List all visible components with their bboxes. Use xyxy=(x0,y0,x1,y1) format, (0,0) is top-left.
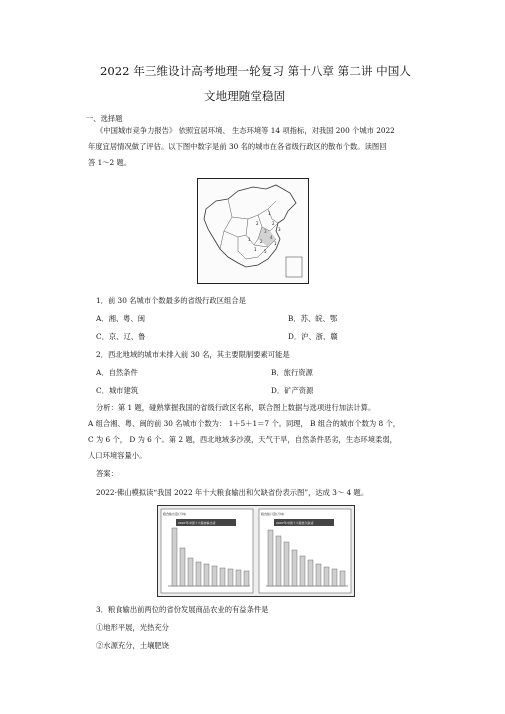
q2-option-b: B．旅行资源 xyxy=(271,368,313,377)
source-line: 2022·佛山模拟读“我国 2022 年十大粮食输出和欠缺省份表示图”，达成 3～ 4 题。 xyxy=(96,488,369,497)
q2-option-a: A．自然条件 xyxy=(96,368,138,377)
analysis-line: 分析：第 1 题，碰熟掌握我国的省级行政区名称，联合图上数据与选项进行加法计算。 xyxy=(96,403,376,412)
page-title-line1: 2022 年三维设计高考地理一轮复习 第十八章 第二讲 中国人 xyxy=(100,64,411,78)
intro-line: 年度宜居情况做了评估。以下图中数字是前 30 名的城市在各省级行政区的散布个数。读图回 xyxy=(88,142,387,151)
svg-text:4: 4 xyxy=(270,235,273,240)
svg-text:1: 1 xyxy=(254,247,257,252)
question-3-stem: 3．粮食输出前两位的省份发展商品农业的有益条件是 xyxy=(96,605,269,614)
svg-text:3: 3 xyxy=(264,229,267,234)
svg-text:1: 1 xyxy=(268,211,271,216)
page-title-line2: 文地理随堂稳固 xyxy=(204,89,286,103)
left-chart-title: 2007年中国十大粮食输出省 xyxy=(178,521,216,525)
right-chart-axis-label: 粮食缺口量(万吨) xyxy=(261,512,285,516)
q3-option-2: ②水源充分，土壤肥饶 xyxy=(96,641,169,650)
svg-text:1: 1 xyxy=(248,237,251,242)
right-chart-title: 2007年中国十大粮食欠缺省 xyxy=(276,521,314,525)
q2-option-d: D．矿产资源 xyxy=(271,386,314,395)
analysis-line: C 为 6 个， D 为 6 个。第 2 题，西北地域多沙漠，天气干旱，自然条件恶劣，生态环境柔弱， xyxy=(88,435,397,444)
svg-text:2: 2 xyxy=(256,221,259,226)
q1-option-b: B．苏、皖、鄂 xyxy=(288,314,338,323)
intro-line: 答 1～2 题。 xyxy=(88,158,132,167)
q3-option-1: ①地形平展，光热充分 xyxy=(96,623,169,632)
china-map-figure xyxy=(197,178,309,284)
q1-option-c: C．京、辽、鲁 xyxy=(96,332,146,341)
analysis-line: A 组合湘、粤、闽的前 30 名城市个数为： 1＋5＋1＝7 个。同理， B 组合的城市个数为 8 个， xyxy=(88,419,401,428)
svg-text:2: 2 xyxy=(272,221,275,226)
svg-text:5: 5 xyxy=(264,249,267,254)
section-heading: 一、选择题 xyxy=(86,114,123,123)
question-2-stem: 2．西北地域的城市未排入前 30 名，其主要限制要素可能是 xyxy=(96,350,290,359)
left-chart-axis-label: 粮食输出量(万吨) xyxy=(163,512,187,516)
grain-charts-figure xyxy=(157,505,355,597)
intro-line: 《中国城市竞争力报告》 依照宜居环境、 生态环境等 14 项指标，对我国 200 个城市 2022 xyxy=(96,126,395,135)
q2-option-c: C．城市建筑 xyxy=(96,386,139,395)
analysis-line: 人口环境容量小。 xyxy=(88,451,147,460)
svg-text:2: 2 xyxy=(260,239,263,244)
svg-text:3: 3 xyxy=(278,227,281,232)
answer-label: 答案： xyxy=(96,469,118,478)
q1-option-d: D．沪、浙、赣 xyxy=(288,332,338,341)
svg-text:1: 1 xyxy=(274,241,277,246)
q1-option-a: A．湘、粤、闽 xyxy=(96,314,146,323)
question-1-stem: 1．前 30 名城市个数最多的省级行政区组合是 xyxy=(96,296,246,305)
